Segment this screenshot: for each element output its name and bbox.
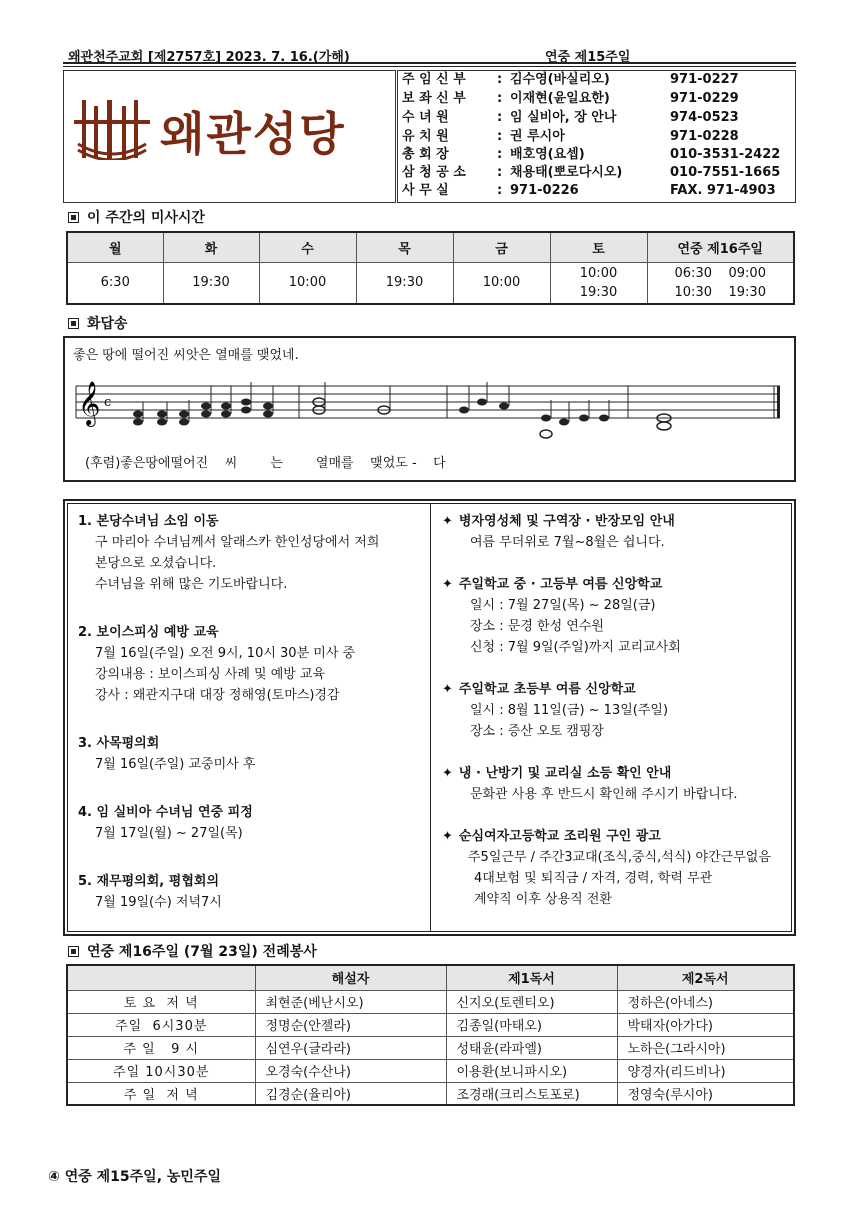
news-item: 1. 본당수녀님 소임 이동 구 마리아 수녀님께서 알래스카 한인성당에서 저희 본당으로 오셨습니다. 수녀님을 위해 많은 기도바랍니다. bbox=[78, 514, 380, 592]
table-row: 주 일 저 녁 김경순(율리아) 조경래(크리스토포로) 정영숙(루시아) bbox=[67, 1082, 794, 1105]
hymn-lyric: (후렴)좋은땅에떨어진 씨 는 열매를 맺었도 - 다 bbox=[85, 456, 446, 471]
news-left-column bbox=[78, 512, 423, 934]
mass-time: 19:30 bbox=[356, 262, 453, 304]
day-header: 화 bbox=[163, 232, 259, 262]
news-item: ✦ 순심여자고등학교 조리원 구인 광고 주5일근무 / 주간3교대(조식,중식,석식) 야간근무없음 4대보험 및 퇴직금 / 자격, 경력, 학력 무관 계약직 이후 상용직 전환 bbox=[442, 829, 771, 907]
day-header: 토 bbox=[550, 232, 647, 262]
star-bullet-icon: ✦ bbox=[442, 829, 453, 844]
news-item: ✦ 냉 · 난방기 및 교리실 소등 확인 안내 문화관 사용 후 반드시 확인해 주시기 바랍니다. bbox=[442, 766, 738, 802]
news-item: 3. 사목평의회 7월 16일(주일) 교중미사 후 bbox=[78, 736, 256, 772]
star-bullet-icon: ✦ bbox=[442, 514, 453, 529]
table-row: 토 요 저 녁 최현준(베난시오) 신지오(토렌티오) 정하은(아네스) bbox=[67, 990, 794, 1013]
star-bullet-icon: ✦ bbox=[442, 766, 453, 781]
music-staff-icon bbox=[74, 372, 786, 452]
mass-time-table bbox=[66, 231, 795, 305]
column-header: 제1독서 bbox=[446, 965, 617, 990]
svg-text:𝄞: 𝄞 bbox=[78, 381, 101, 425]
news-item: ✦ 병자영성체 및 구역장 · 반장모임 안내 여름 무더위로 7월~8월은 쉽니다. bbox=[442, 514, 675, 550]
news-item: 2. 보이스피싱 예방 교육 7월 16일(주일) 오전 9시, 10시 30분 미사 중 강의내용 : 보이스피싱 사례 및 예방 교육 강사 : 왜관지구대 대장 정해영(토마스)경감 bbox=[78, 625, 356, 703]
hymn-text: 좋은 땅에 떨어진 씨앗은 열매를 맺었네. bbox=[73, 348, 299, 363]
mass-time: 10:00 bbox=[453, 262, 550, 304]
day-header: 월 bbox=[67, 232, 163, 262]
day-header: 목 bbox=[356, 232, 453, 262]
church-issue: 왜관천주교회 [제2757호] 2023. 7. 16.(가해) bbox=[68, 50, 350, 65]
mass-time: 10:00 bbox=[259, 262, 356, 304]
news-item: ✦ 주일학교 중 · 고등부 여름 신앙학교 일시 : 7월 27일(목) ~ 28일(금) 장소 : 문경 한성 연수원 신청 : 7월 9일(주일)까지 교리교사회 bbox=[442, 577, 681, 655]
table-row: 주일 6시30분 정명순(안젤라) 김종일(마태오) 박태자(아가다) bbox=[67, 1013, 794, 1036]
hymn-section-title: 화답송 bbox=[68, 313, 128, 333]
table-row: 주 일 9 시 심연우(글라라) 성태윤(라파엘) 노하은(그라시아) bbox=[67, 1036, 794, 1059]
table-row: 주일 10시30분 오경숙(수산나) 이용환(보니파시오) 양경자(리드비나) bbox=[67, 1059, 794, 1082]
news-item: 5. 재무평의회, 평협회의 7월 19일(수) 저녁7시 bbox=[78, 874, 222, 910]
svg-text:c: c bbox=[104, 395, 112, 410]
star-bullet-icon: ✦ bbox=[442, 577, 453, 592]
mass-time: 10:00 19:30 bbox=[550, 262, 647, 304]
service-table bbox=[66, 964, 795, 1106]
sunday-name: 연중 제15주일 bbox=[545, 50, 631, 65]
church-logo-icon bbox=[74, 100, 150, 160]
news-item: 4. 임 실비아 수녀님 연중 피정 7월 17일(월) ~ 27일(목) bbox=[78, 805, 253, 841]
page-footer: ④ 연중 제15주일, 농민주일 bbox=[48, 1169, 221, 1185]
column-header: 해설자 bbox=[255, 965, 446, 990]
service-section-title: 연중 제16주일 (7월 23일) 전례봉사 bbox=[68, 941, 317, 961]
day-header: 수 bbox=[259, 232, 356, 262]
news-right-column bbox=[442, 512, 792, 931]
mass-time: 06:30 09:00 10:30 19:30 bbox=[647, 262, 794, 304]
logo-text: 왜관성당 bbox=[160, 107, 346, 161]
news-item: ✦ 주일학교 초등부 여름 신앙학교 일시 : 8월 11일(금) ~ 13일(주일) 장소 : 증산 오토 캠핑장 bbox=[442, 682, 669, 739]
day-header: 연중 제16주일 bbox=[647, 232, 794, 262]
day-header: 금 bbox=[453, 232, 550, 262]
mass-time: 6:30 bbox=[67, 262, 163, 304]
star-bullet-icon: ✦ bbox=[442, 682, 453, 697]
mass-section-title: 이 주간의 미사시간 bbox=[68, 207, 205, 227]
news-divider bbox=[430, 503, 431, 932]
header-divider bbox=[63, 62, 796, 64]
header-divider-thin bbox=[63, 66, 796, 67]
mass-time: 19:30 bbox=[163, 262, 259, 304]
column-header: 제2독서 bbox=[617, 965, 794, 990]
